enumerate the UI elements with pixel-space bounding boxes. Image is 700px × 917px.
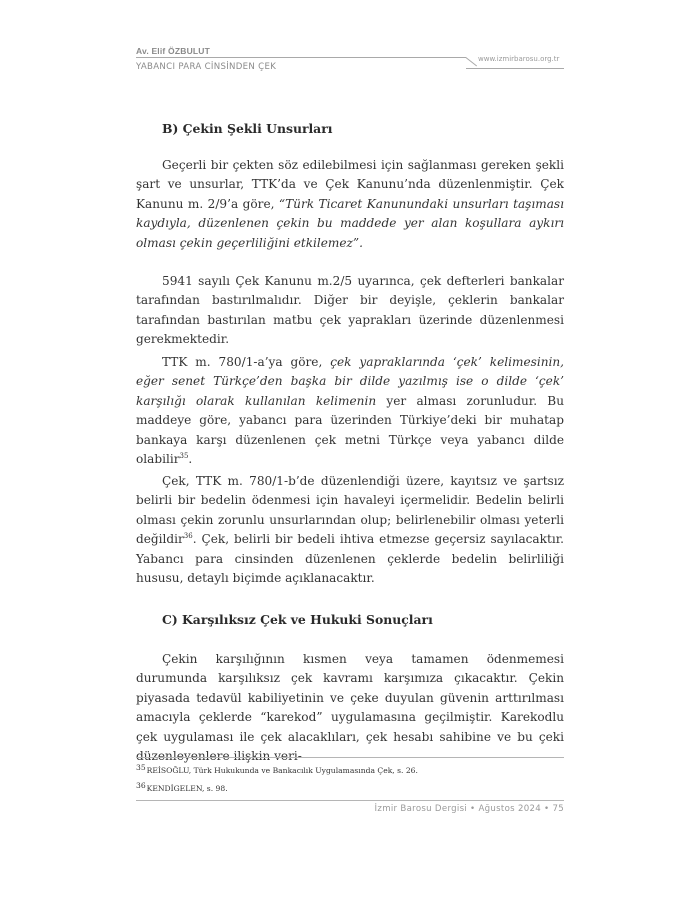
paragraph-text: yer alması zorunludur. Bu maddeye göre, yabancı para üzerinden Türkiye’deki bir muhatap bankaya karşı düzenlenen çek metni Türkçe veya yabancı dilde olabilir xyxy=(136,393,564,467)
section-b-paragraph-2 xyxy=(136,272,564,350)
footnote-35 xyxy=(136,763,418,775)
footnote-ref-36[interactable]: 36 xyxy=(183,532,193,541)
footnote-number: 36 xyxy=(136,781,146,790)
footnote-number: 35 xyxy=(136,763,146,772)
paragraph-text: Çekin karşılığının kısmen veya tamamen ödenmemesi durumunda karşılıksız çek kavramı karşımıza çıkacaktır. Çekin piyasada tedavül kabiliyetinin ve çeke duyulan güvenin arttırılması amacıyla çeklerde “karekod” uygulamasına geçilmiştir. Karekodlu çek uygulaması ile çek alacaklıları, çek hesabı sahibine ve bu çeki düzenleyenlere ilişkin veri- xyxy=(136,652,564,764)
section-b-paragraph-1 xyxy=(136,156,564,253)
paragraph-text: Çek, TTK m. 780/1-b’de düzenlendiği üzere, kayıtsız ve şartsız belirli bir bedelin ödenmesi için havaleyi içermelidir. Bedelin belirli olması çekin zorunlu unsurlarından olup; belirlenebilir olması yeterli değildir xyxy=(136,474,564,547)
quote-text: “Türk Ticaret Kanunundaki unsurları taşıması kaydıyla, düzenlenen çekin bu maddede yer alan koşullara aykırı olması çekin geçerliliğini etkilemez”. xyxy=(136,196,564,250)
footnote-36 xyxy=(136,781,228,793)
footnote-divider xyxy=(136,757,564,758)
header-author: Av. Elif ÖZBULUT xyxy=(136,46,211,56)
section-b-heading: B) Çekin Şekli Unsurları xyxy=(162,121,333,136)
footnote-text: REİSOĞLU, Türk Hukukunda ve Bankacılık Uygulamasında Çek, s. 26. xyxy=(146,766,418,775)
paragraph-text: 5941 sayılı Çek Kanunu m.2/5 uyarınca, çek defterleri bankalar tarafından bastırılmalıdır. Diğer bir deyişle, çeklerin bankalar tarafından bastırılan matbu çek yaprakları üzerinde düzenlenmesi gerekmektedir. xyxy=(136,274,564,347)
paragraph-end: . xyxy=(188,452,193,467)
header-rule xyxy=(136,57,466,58)
footnote-ref-35[interactable]: 35 xyxy=(179,452,189,460)
section-c-heading: C) Karşılıksız Çek ve Hukuki Sonuçları xyxy=(162,612,433,627)
section-b-paragraph-3 xyxy=(136,353,564,469)
header-article-title: YABANCI PARA CİNSİNDEN ÇEK xyxy=(136,62,277,72)
footer-journal-info: İzmir Barosu Dergisi • Ağustos 2024 • 75 xyxy=(374,804,564,814)
footnote-text: KENDİGELEN, s. 98. xyxy=(146,784,228,793)
paragraph-text: TTK m. 780/1-a’ya göre, xyxy=(162,355,331,369)
paragraph-text: Geçerli bir çekten söz edilebilmesi için sağlanması gereken şekli şart ve unsurlar, TTK’da ve Çek Kanunu’nda düzenlenmiştir. Çek Kanunu m. 2/9’a göre, xyxy=(136,158,564,211)
quote-text: çek yapraklarında ‘çek’ kelimesinin, eğer senet Türkçe’den başka bir dilde yazılmış ise o dilde ‘çek’ karşılığı olarak kullanılan kelimenin xyxy=(136,355,564,408)
header-url: www.izmirbarosu.org.tr xyxy=(478,55,560,63)
section-c-paragraph-1 xyxy=(136,650,564,766)
header-rule-right xyxy=(466,68,564,69)
paragraph-text: . Çek, belirli bir bedeli ihtiva etmezse geçersiz sayılacaktır. Yabancı para cinsinden düzenlenen çeklerde bedelin belirliliği hususu, detaylı biçimde açıklanacaktır. xyxy=(136,532,564,586)
header-rule-slant xyxy=(465,57,477,66)
section-b-paragraph-4 xyxy=(136,472,564,588)
footer-rule xyxy=(136,800,564,801)
